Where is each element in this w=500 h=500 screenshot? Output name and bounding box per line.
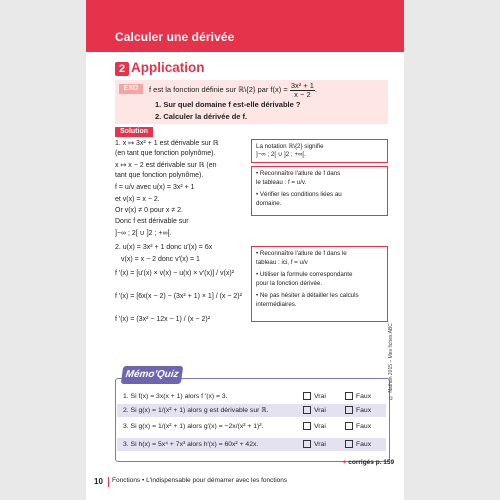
solution-line: f ′(x) = [u′(x) × v(x) − u(x) × v′(x)] / v(x)² bbox=[115, 270, 235, 277]
false-option[interactable]: Faux bbox=[345, 390, 371, 403]
solution-line: Or v(x) ≠ 0 pour x ≠ 2. bbox=[115, 207, 183, 214]
solution-line: (en tant que fonction polynôme). bbox=[115, 150, 216, 157]
page-number: 10 bbox=[94, 477, 103, 486]
footer-divider bbox=[108, 477, 109, 487]
notation-note-box: La notation ℝ\{2} signifie ]−∞ ; 2[ ∪ ]2 ; +∞[. bbox=[251, 139, 388, 163]
true-option[interactable]: Vrai bbox=[303, 438, 326, 451]
copyright-text: © Nathan 2015 – Mes fiches ABC bbox=[388, 323, 394, 400]
solution-line: Donc f est dérivable sur bbox=[115, 218, 189, 225]
solution-line: x ↦ x − 2 est dérivable sur ℝ (en bbox=[115, 162, 217, 169]
solution-line: et v(x) = x − 2. bbox=[115, 196, 160, 203]
checkbox-icon[interactable] bbox=[303, 440, 311, 448]
statement-fraction: $\frac{\text{3x² + 1}}{x - 2}$ bbox=[290, 81, 314, 99]
application-number: 2 bbox=[115, 62, 129, 76]
solution-line: 1. x ↦ 3x² + 1 est dérivable sur ℝ bbox=[115, 140, 219, 147]
header-bar bbox=[86, 0, 404, 52]
quiz-row: 3. Si h(x) = 5x⁴ + 7x³ alors h′(x) = 60x² + 42x. Vrai Faux bbox=[117, 438, 386, 451]
tips-box-1: • Reconnaître l'allure de f dans le tableau : f = u/v. • Vérifier les conditions liées au domaine. bbox=[251, 166, 388, 216]
false-option[interactable]: Faux bbox=[345, 438, 371, 451]
solution-line: tant que fonction polynôme). bbox=[115, 172, 204, 179]
question-2: 2. Calculer la dérivée de f. bbox=[155, 112, 248, 121]
exercise-statement: f est la fonction définie sur ℝ\{2} par f(x) = $\frac{\text{3x² + 1}}{x - 2}$ . bbox=[149, 81, 318, 99]
quiz-row: 2. Si g(x) = 1/(x² + 1) alors g est dérivable sur ℝ. Vrai Faux bbox=[117, 404, 386, 417]
exo-badge: EXO bbox=[119, 84, 143, 94]
quiz-row: 3. Si g(x) = 1/(x² + 1) alors g′(x) = −2x/(x² + 1)². Vrai Faux bbox=[117, 420, 386, 433]
solution-line: f = u/v avec u(x) = 3x² + 1 bbox=[115, 184, 195, 191]
true-option[interactable]: Vrai bbox=[303, 420, 326, 433]
page-title: Calculer une dérivée bbox=[115, 30, 235, 44]
checkbox-icon[interactable] bbox=[345, 422, 353, 430]
quiz-row: 1. Si f(x) = 3x(x + 1) alors f ′(x) = 3. Vrai Faux bbox=[117, 390, 386, 403]
application-label: Application bbox=[131, 60, 205, 75]
quiz-title: Mémo'Quiz bbox=[121, 366, 184, 384]
checkbox-icon[interactable] bbox=[303, 406, 311, 414]
page-footer bbox=[86, 477, 404, 500]
solution-line: f ′(x) = [6x(x − 2) − (3x² + 1) × 1] / (x − 2)² bbox=[115, 293, 242, 300]
checkbox-icon[interactable] bbox=[303, 392, 311, 400]
solution-line: v(x) = x − 2 donc v′(x) = 1 bbox=[121, 256, 200, 263]
solution-line: f ′(x) = (3x² − 12x − 1) / (x − 2)² bbox=[115, 316, 211, 323]
textbook-page bbox=[86, 0, 404, 500]
footer-text: Fonctions • L'indispensable pour démarrer avec les fonctions bbox=[112, 477, 288, 484]
statement-text: f est la fonction définie sur ℝ\{2} par f(x) = bbox=[149, 84, 288, 94]
solution-tag: Solution bbox=[115, 127, 153, 137]
false-option[interactable]: Faux bbox=[345, 420, 371, 433]
tips-box-2: • Reconnaître l'allure de f dans le tableau : ici, f = u/v • Utiliser la formule correspondante pour la fonction dérivée. • Ne pas hésiter à détailler les calculs intermédiaires. bbox=[251, 246, 388, 322]
exercise-box bbox=[115, 80, 388, 124]
answers-link[interactable]: ➔ corrigés p. 159 bbox=[341, 459, 395, 466]
true-option[interactable]: Vrai bbox=[303, 390, 326, 403]
checkbox-icon[interactable] bbox=[345, 406, 353, 414]
arrow-right-icon: ➔ bbox=[341, 459, 347, 466]
question-1: 1. Sur quel domaine f est-elle dérivable ? bbox=[155, 100, 301, 109]
checkbox-icon[interactable] bbox=[303, 422, 311, 430]
false-option[interactable]: Faux bbox=[345, 404, 371, 417]
checkbox-icon[interactable] bbox=[345, 440, 353, 448]
true-option[interactable]: Vrai bbox=[303, 404, 326, 417]
solution-line: 2. u(x) = 3x² + 1 donc u′(x) = 6x bbox=[115, 244, 213, 251]
checkbox-icon[interactable] bbox=[345, 392, 353, 400]
solution-line: ]−∞ ; 2[ ∪ ]2 ; +∞[. bbox=[115, 230, 172, 237]
